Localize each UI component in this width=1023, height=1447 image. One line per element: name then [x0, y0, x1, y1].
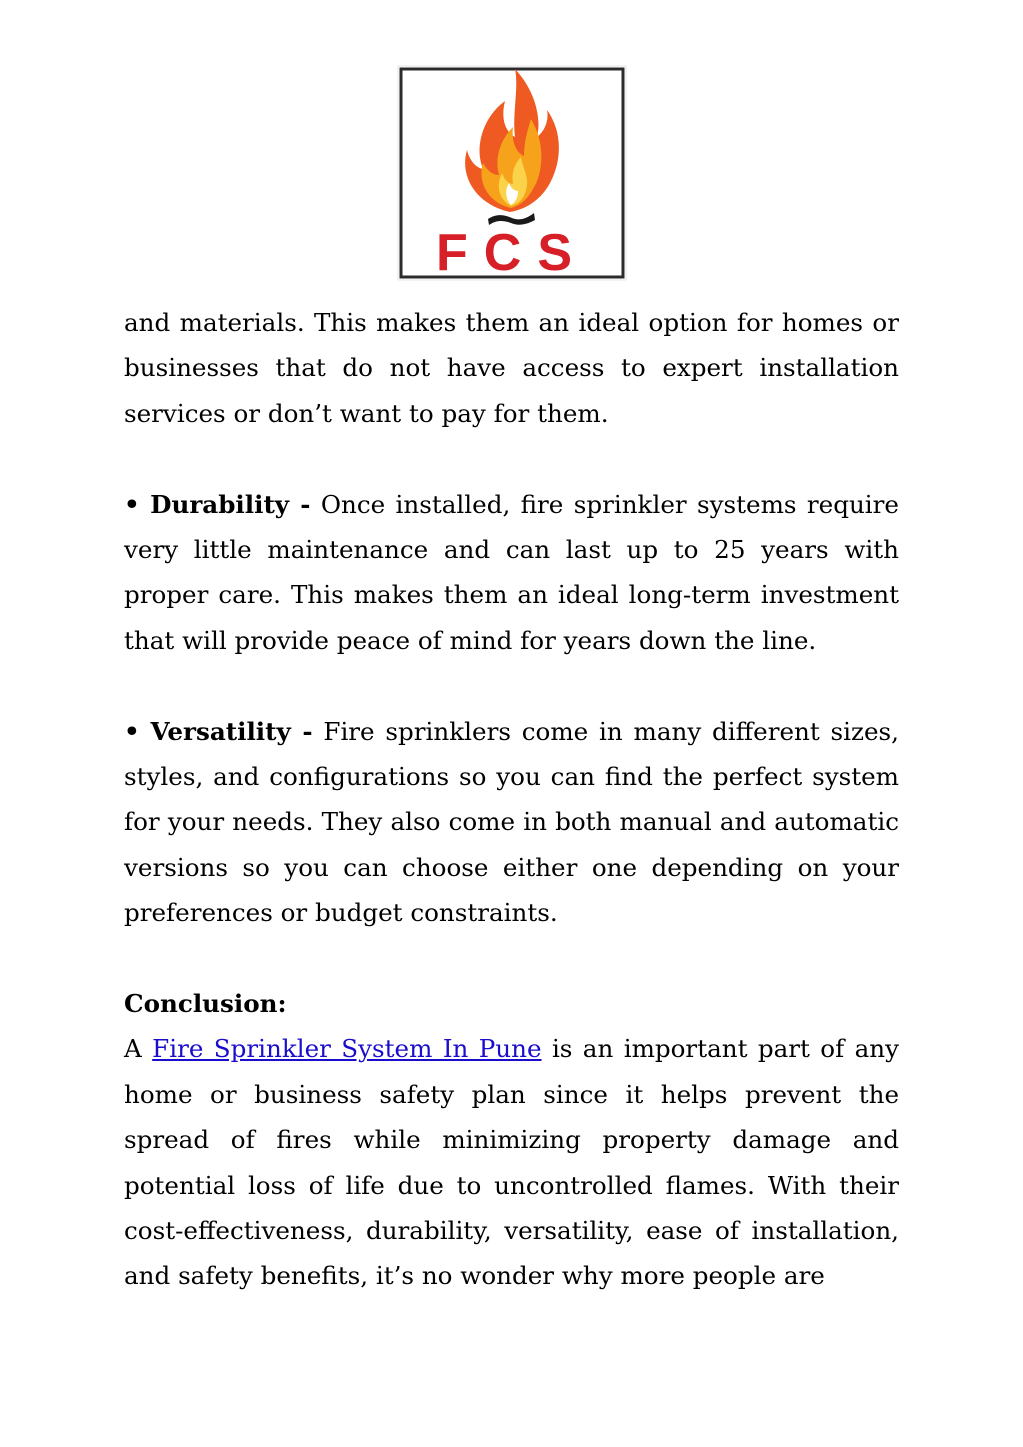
versatility-paragraph — [124, 709, 899, 936]
intro-paragraph: and materials. This makes them an ideal option for homes or businesses that do not have access to expert installation services or don’t want to pay for them. — [124, 308, 899, 428]
versatility-text: Fire sprinklers come in many different sizes, styles, and configurations so you can find the perfect system for your needs. They also come in both manual and automatic versions so you can choose either one depending on your preferences or budget constraints. — [124, 716, 899, 928]
durability-paragraph — [124, 482, 899, 664]
conclusion-paragraph — [124, 1026, 899, 1298]
conclusion-heading: Conclusion: — [124, 989, 287, 1019]
conclusion-text: is an important part of any home or business safety plan since it helps prevent the spread of fires while minimizing property damage and potential loss of life due to uncontrolled flames. With their cost-effectiveness, durability, versatility, ease of installation, and safety benefits, it’s no wonder why more people are — [124, 1034, 899, 1291]
versatility-title: Versatility - — [150, 716, 313, 746]
durability-text: Once installed, fire sprinkler systems require very little maintenance and can last up to 25 years with proper care. This makes them an ideal long-term investment that will provide peace of mind for years down the line. — [124, 489, 899, 655]
logo-text: FCS — [436, 224, 588, 281]
company-logo — [397, 65, 627, 281]
durability-bullet: • — [124, 489, 140, 519]
conclusion-prefix: A — [124, 1034, 142, 1064]
fire-sprinkler-link[interactable]: Fire Sprinkler System In Pune — [152, 1034, 542, 1064]
versatility-bullet: • — [124, 716, 140, 746]
fcs-logo-graphic — [397, 65, 627, 281]
document-body — [124, 300, 899, 1299]
durability-title: Durability - — [150, 489, 311, 519]
